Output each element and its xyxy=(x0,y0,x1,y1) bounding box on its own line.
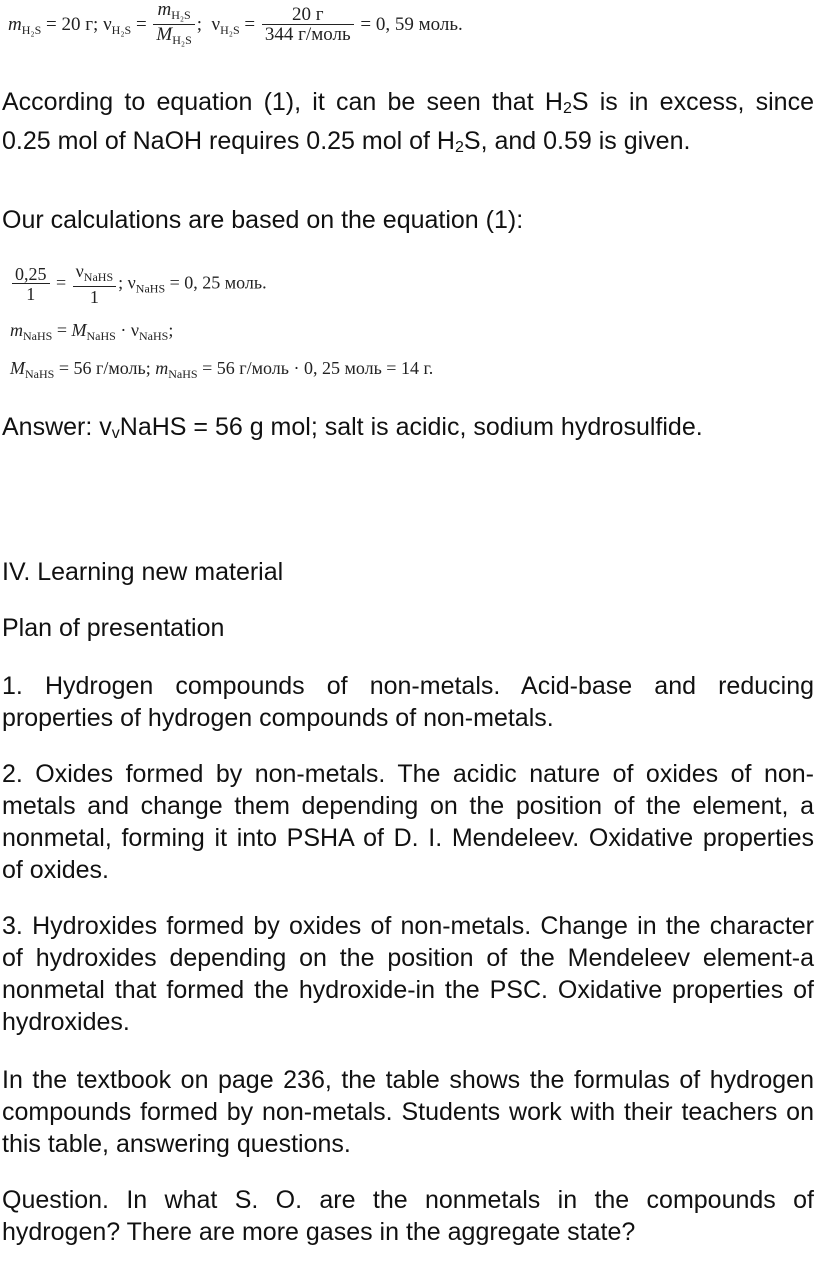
frac-den-sub: H₂S xyxy=(172,33,192,48)
moles-sub: NaHS xyxy=(135,281,166,296)
mass-symbol: m xyxy=(10,320,23,340)
frac2-den: 344 г/моль xyxy=(264,24,351,46)
frac2-den-1: 1 xyxy=(89,287,99,307)
semicolon: ; xyxy=(168,320,174,340)
molar-value: = 56 г/моль; xyxy=(58,358,151,378)
mass-value: = 20 г; xyxy=(46,14,99,35)
question-paragraph: Question. In what S. O. are the nonmetals in the compounds of hydrogen? There are more gases in the aggregate state? xyxy=(2,1186,814,1246)
answer-prefix: Answer: v xyxy=(2,413,112,441)
separator: ; xyxy=(196,14,203,35)
plan-heading: Plan of presentation xyxy=(2,614,225,642)
moles-result: = 0, 59 моль. xyxy=(360,14,463,35)
molar-sub: NaHS xyxy=(25,367,55,381)
plan-item-1: 1. Hydrogen compounds of non-metals. Acid-base and reducing properties of hydrogen compounds of non-metals. xyxy=(2,672,814,732)
paragraph-calculations: Our calculations are based on the equation (1): xyxy=(2,206,524,234)
fraction-vnahs-over-1 xyxy=(73,262,116,307)
plan-item-2: 2. Oxides formed by non-metals. The acidic nature of oxides of non-metals and change them depending on the position of the element, a nonmetal, forming it into PSHA of D. I. Mendeleev. Oxidative properties of oxides. xyxy=(2,760,814,884)
equals-sign: = xyxy=(56,272,67,293)
mass-symbol: m xyxy=(155,358,169,378)
para1-subscript-b: 2 xyxy=(454,139,464,156)
moles-symbol-2: ν xyxy=(211,14,221,35)
mass-symbol: m xyxy=(8,14,22,35)
answer-line xyxy=(2,411,814,450)
fraction-numeric xyxy=(262,6,354,45)
frac-den: M xyxy=(156,24,173,46)
equals-sign-2: = xyxy=(244,14,256,35)
nu-sub: NaHS xyxy=(138,329,169,343)
moles-subscript: H₂S xyxy=(111,23,132,37)
fraction-025-over-1 xyxy=(12,265,50,304)
moles-value: = 0, 25 моль. xyxy=(169,272,267,293)
frac-num-025: 0,25 xyxy=(12,265,50,284)
equals-sign: = xyxy=(56,320,67,340)
para1-part-b: S is in excess, since 0.25 mol of NaOH requires 0.25 mol of H xyxy=(2,88,814,155)
formula-h2s-moles xyxy=(8,0,463,52)
moles-symbol: ; ν xyxy=(118,272,136,293)
formula-nahs-line3 xyxy=(10,356,433,386)
para1-subscript-a: 2 xyxy=(562,100,572,117)
formula-nahs-line2 xyxy=(10,318,173,348)
molar-sub: NaHS xyxy=(86,329,116,343)
frac-num-sub: H₂S xyxy=(171,8,191,23)
plan-item-3: 3. Hydroxides formed by oxides of non-metals. Change in the character of hydroxides depending on the position of the Mendeleev element-a nonmetal that formed the hydroxide-in the PSC. Oxidative properties of hydroxides. xyxy=(2,912,814,1036)
equals-sign: = xyxy=(135,14,147,35)
mass-sub: NaHS xyxy=(23,329,53,343)
frac-num: m xyxy=(157,0,172,21)
mass-sub: NaHS xyxy=(168,367,198,381)
moles-subscript-2: H₂S xyxy=(220,23,240,37)
paragraph-excess xyxy=(2,86,814,164)
answer-subscript: v xyxy=(111,425,120,442)
formula-nahs-line1 xyxy=(10,262,267,307)
moles-symbol: ν xyxy=(103,14,112,35)
molar-symbol: M xyxy=(10,358,25,378)
textbook-paragraph: In the textbook on page 236, the table shows the formulas of hydrogen compounds formed by non-metals. Students work with their teachers on this table, answering questions. xyxy=(2,1066,814,1158)
mass-subscript: H₂S xyxy=(21,23,42,37)
multiply-nu: · ν xyxy=(120,320,139,340)
nu-sub: NaHS xyxy=(83,270,114,284)
frac-den-1: 1 xyxy=(26,284,36,304)
answer-rest: NaHS = 56 g mol; salt is acidic, sodium hydrosulfide. xyxy=(119,413,703,441)
section-heading: IV. Learning new material xyxy=(2,558,284,586)
mass-value: = 56 г/моль · 0, 25 моль = 14 г. xyxy=(202,358,434,378)
fraction-mass-over-molar xyxy=(153,1,194,50)
nu-symbol: ν xyxy=(75,261,84,281)
frac2-num: 20 г xyxy=(262,6,354,25)
molar-symbol: M xyxy=(71,320,87,340)
para1-part-c: S, and 0.59 is given. xyxy=(463,127,691,155)
para1-part-a: According to equation (1), it can be seen that H xyxy=(2,88,563,116)
